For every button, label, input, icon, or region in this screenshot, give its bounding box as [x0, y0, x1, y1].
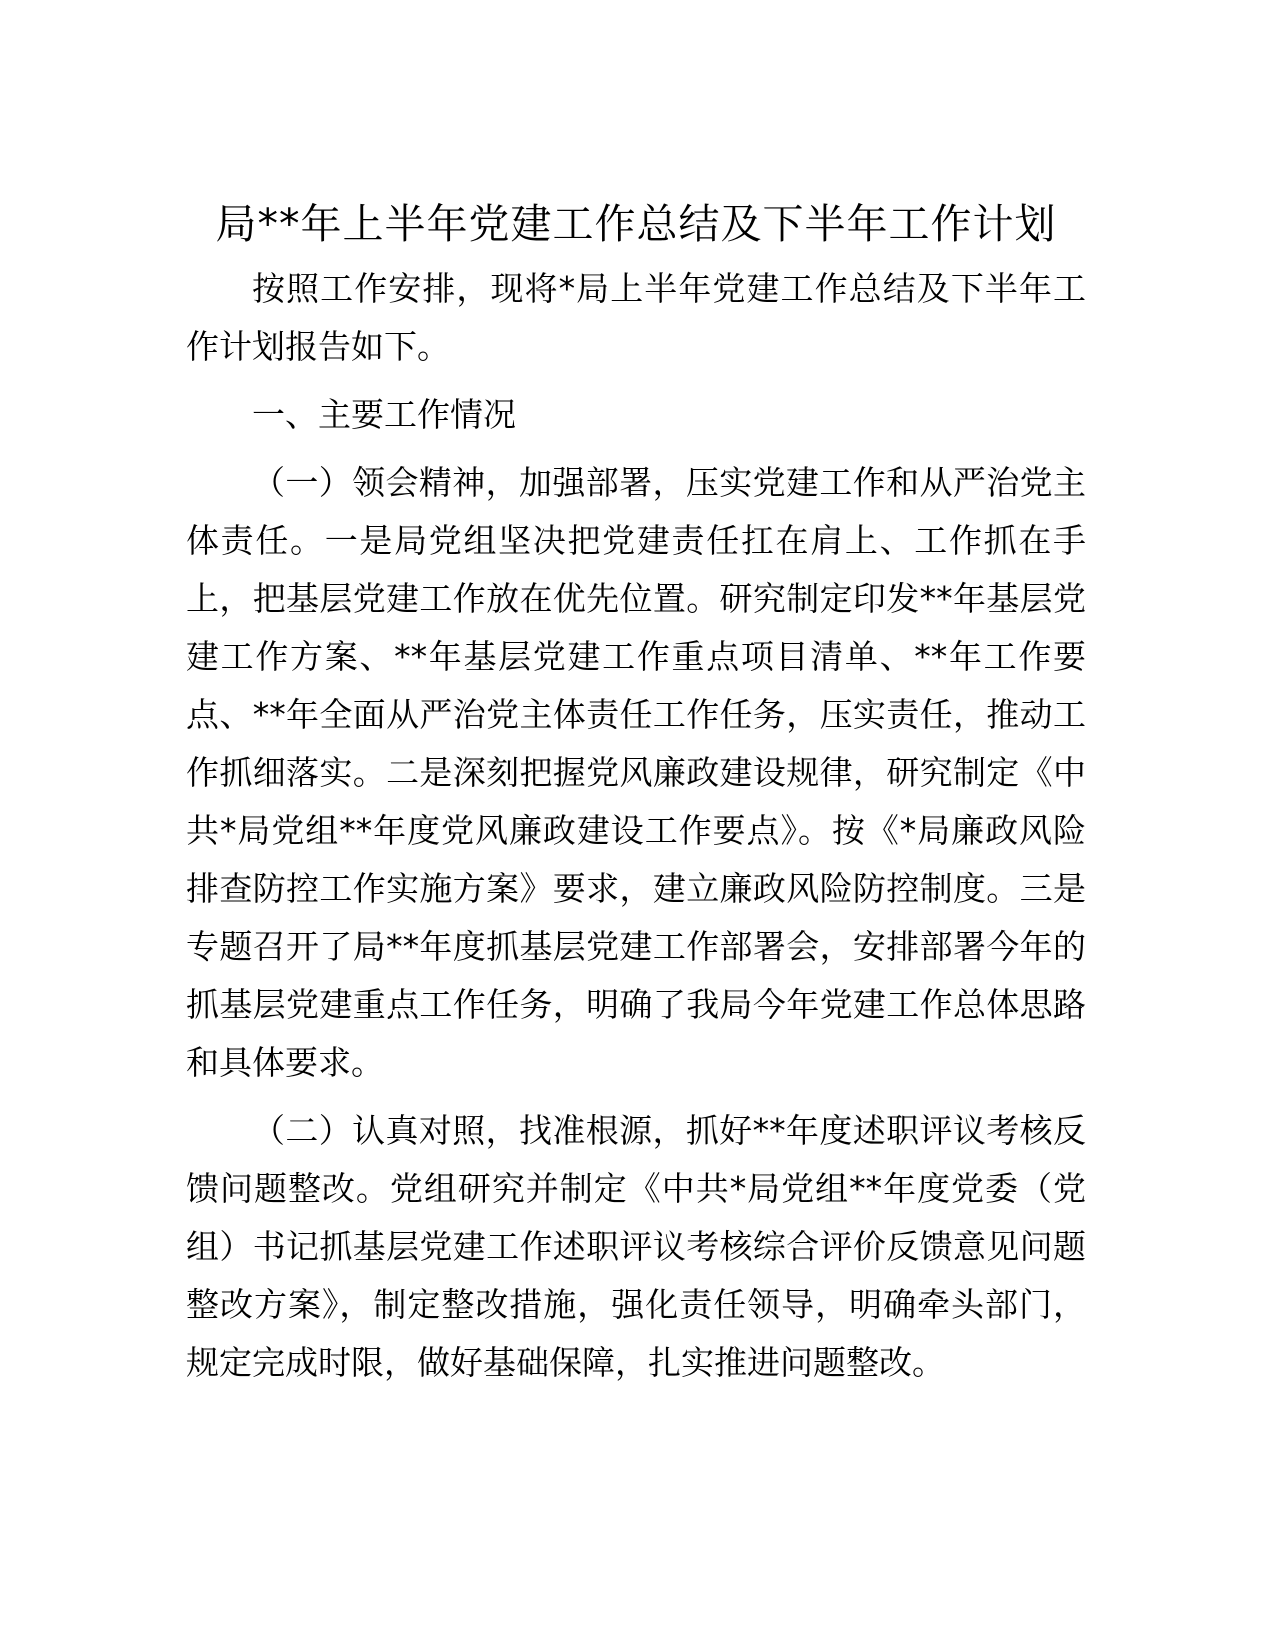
- section-heading: 一、主要工作情况: [252, 395, 516, 434]
- body-paragraph-1: （一）领会精神，加强部署，压实党建工作和从严治党主体责任。一是局党组坚决把党建责任扛在肩上、工作抓在手上，把基层党建工作放在优先位置。研究制定印发**年基层党建工作方案、**年基层党建工作重点项目清单、**年工作要点、**年全面从严治党主体责任工作任务，压实责任，推动工作抓细落实。二是深刻把握党风廉政建设规律，研究制定《中共*局党组**年度党风廉政建设工作要点》。按《*局廉政风险排查防控工作实施方案》要求，建立廉政风险防控制度。三是专题召开了局**年度抓基层党建工作部署会，安排部署今年的抓基层党建重点工作任务，明确了我局今年党建工作总体思路和具体要求。: [186, 463, 1086, 1082]
- document-title: 局**年上半年党建工作总结及下半年工作计划: [215, 200, 1057, 248]
- body-paragraph-2: （二）认真对照，找准根源，抓好**年度述职评议考核反馈问题整改。党组研究并制定《中共*局党组**年度党委（党组）书记抓基层党建工作述职评议考核综合评价反馈意见问题整改方案》，制定整改措施，强化责任领导，明确牵头部门，规定完成时限，做好基础保障，扎实推进问题整改。: [186, 1111, 1086, 1382]
- document-body: [186, 196, 1086, 1392]
- intro-paragraph: 按照工作安排，现将*局上半年党建工作总结及下半年工作计划报告如下。: [186, 269, 1086, 366]
